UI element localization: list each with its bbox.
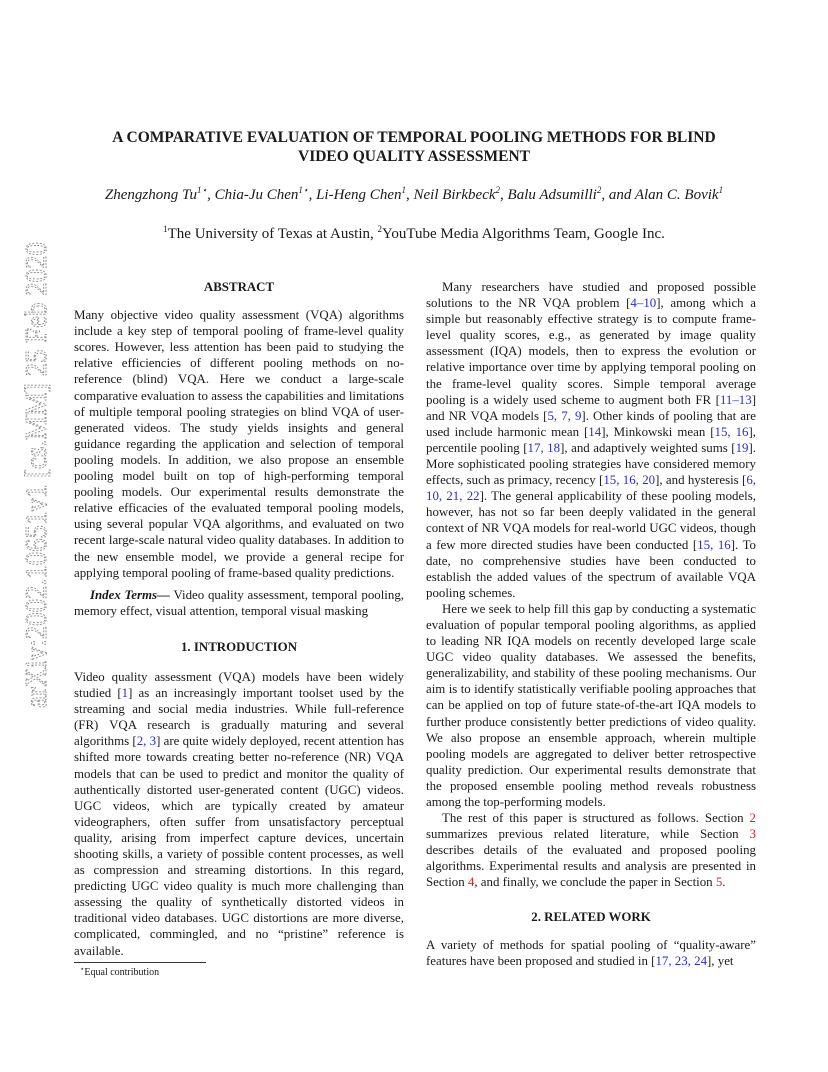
citation-link[interactable]: 15, 16, 20 [603,473,656,488]
author-1: Zhengzhong Tu [104,187,198,203]
author-2-mark: 1⋆ [298,185,309,195]
intro-paragraph-2 [426,279,756,601]
intro-paragraph-3: Here we seek to help fill this gap by conducting a systematic evaluation of popular temporal pooling algorithms, as applied to leading NR IQA models on recently developed large scale UGC video quality databases. We assessed the benefits, generalizability, and stability of these pooling mechanisms. Our aim is to identify statistically verifiable pooling approaches that can be applied on top of future state-of-the-art IQA models to further produce consistently better predictions of video quality. We also propose an ensemble approach, wherein multiple pooling models are aggregated to deliver better retrospective quality prediction. Our experimental results demonstrate that the proposed ensemble pooling method reveals robustness among the top-performing models. [426,601,756,809]
intro-paragraph-4 [426,810,756,890]
footnote-rule [74,962,206,963]
author-2: Chia-Ju Chen [214,187,299,203]
citation-link[interactable]: 5, 7, 9 [547,408,582,423]
paper-title [60,128,768,166]
paragraph-text: describes details of the evaluated and proposed pooling algorithms. Experimental results and analysis are presented in Section [426,843,756,890]
title-line-1: A COMPARATIVE EVALUATION OF TEMPORAL POOLING METHODS FOR BLIND [112,129,716,146]
paragraph-text: summarizes previous related literature, while Section [426,827,750,842]
section-link[interactable]: 2 [749,811,756,826]
paragraph-text: ], percentile pooling [ [426,424,756,455]
abstract-text: Many objective video quality assessment (VQA) algorithms include a key step of temporal pooling of frame-level quality scores. However, less attention has been paid to studying the relative efficiencies of different pooling methods on no-reference (blind) VQA. Here we conduct a large-scale comparative evaluation to assess the capabilities and limitations of multiple temporal pooling strategies on blind VQA of user-generated videos. The study yields insights and general guidance regarding the application and selection of temporal pooling models. In addition, we also propose an ensemble pooling model built on top of high-performing temporal pooling models. Our experimental results demonstrate the relative efficacies of the evaluated temporal pooling models, using several popular VQA algorithms, and evaluated on two recent large-scale natural video quality databases. In addition to the new ensemble model, we provide a general recipe for applying temporal pooling of frame-based quality predictions. [74,308,404,580]
index-terms [74,587,404,619]
author-4-mark: 2 [495,185,501,195]
introduction-paragraph [74,669,404,959]
author-6-mark: 1 [718,185,724,195]
paragraph-text: ], and adaptively weighted sums [ [560,440,736,455]
paragraph-text: ]. The general applicability of these pooling models, however, has not so far been deeply validated in the general context of NR VQA models for real-world UGC videos, though a few more directed studies have been conducted [ [426,489,756,552]
footnote [80,966,159,979]
citation-link[interactable]: 19 [735,440,749,455]
citation-link[interactable]: 14 [588,424,602,439]
paragraph-text: The rest of this paper is structured as follows. Section [442,811,750,826]
affiliation-2: YouTube Media Algorithms Team, Google Inc. [382,226,665,242]
introduction-heading: 1. INTRODUCTION [180,639,298,654]
related-work-paragraph [426,937,756,969]
paragraph-text: ], Minkowski mean [ [601,424,715,439]
footnote-text: Equal contribution [84,967,160,978]
paragraph-text: . [722,875,726,890]
citation-link[interactable]: 15, 16 [714,424,749,439]
paragraph-text: ]. To date, no comprehensive studies have been conducted to establish the added values of the spectrum of available VQA pooling schemes. [426,537,756,600]
related-work-heading: 2. RELATED WORK [531,909,651,924]
author-5: Balu Adsumilli [507,187,597,203]
affiliation-2-mark: 2 [377,224,383,234]
intro-text: Video quality assessment (VQA) models have been widely studied [ [74,669,404,701]
paragraph-text: ] and NR VQA models [ [426,392,756,423]
intro-text: ] are quite widely deployed, recent attention has shifted more towards creating better no-reference (NR) VQA models that can be used to predict and monitor the quality of authentically distorted user-generated content (UGC) videos. UGC videos, which are typically created by amateur videographers, often suffer from unsatisfactory perceptual quality, arising from imperfect capture devices, uncertain shooting skills, a variety of possible content processes, as well as compression and streaming distortions. In this regard, predicting UGC video quality is much more challenging than assessing the quality of synthetically distorted videos in traditional video databases. UGC distortions are more diverse, complicated, commingled, and no “pristine” reference is available. [74,734,404,958]
right-column [426,279,756,969]
index-terms-label: Index Terms— [90,587,170,602]
index-terms-text: Video quality assessment, temporal pooling, memory effect, visual attention, temporal visual masking [74,587,404,618]
author-3-mark: 1 [401,185,406,195]
citation-link[interactable]: 1 [121,686,129,701]
citation-link[interactable]: 17, 23, 24 [655,953,708,968]
intro-text: ] as an increasingly important toolset used by the streaming and social media industries. While full-reference (FR) VQA research is gradually maturing and several algorithms [ [74,686,404,749]
paragraph-text: ]. More sophisticated pooling strategies have considered memory effects, such as primacy, recency [ [426,440,756,488]
arxiv-identifier: arXiv:2002.10651v1 [cs.MM] 25 Feb 2020 [18,170,53,708]
section-link[interactable]: 3 [749,827,756,842]
citation-link[interactable]: 4–10 [630,296,657,311]
paragraph-text: ]. Other kinds of pooling that are used include harmonic mean [ [426,408,756,439]
affiliation-1: The University of Texas at Austin, [167,226,378,242]
citation-link[interactable]: 15, 16 [697,537,731,552]
paragraph-text: ], among which a simple but reasonably effective strategy is to compute frame-level quality scores, e.g., as generated by image quality assessment (IQA) models, then to express the evolution or relative importance over time by applying temporal pooling on the frame-level quality scores. Simple temporal average pooling is a widely used scheme to augment both FR [ [426,296,756,407]
abstract-heading: ABSTRACT [203,280,275,294]
section-link[interactable]: 4 [467,875,475,890]
footnote-mark: ⋆ [80,965,85,973]
title-line-2: VIDEO QUALITY ASSESSMENT [298,148,530,165]
paragraph-text: , and finally, we conclude the paper in Section [474,875,716,890]
author-4: Neil Birkbeck [413,187,496,203]
citation-link[interactable]: 6, 10, 21, 22 [426,473,756,504]
paragraph-text: ], and hysteresis [ [655,473,747,488]
section-link[interactable]: 5 [715,875,723,890]
author-1-mark: 1⋆ [197,185,208,195]
author-6: and Alan C. Bovik [608,187,719,203]
author-5-mark: 2 [596,185,602,195]
paragraph-text: A variety of methods for spatial pooling of “quality-aware” features have been proposed and studied in [ [426,937,756,968]
affiliation-1-mark: 1 [163,224,168,234]
citation-link[interactable]: 17, 18 [527,440,561,455]
affiliations [60,224,768,244]
arxiv-stamp-graphic [10,170,53,710]
left-column [74,279,404,959]
author-list: Zhengzhong $Tu^{1⋆}$, Chia-Ju Chen$^{1⋆}$, Li-Heng Chen$^1$, Neil Birkbeck$^2$, Balu Adsumilli$^2$, and Alan C. Bovik$^1$ [104,185,724,203]
author-3: Li-Heng Chen [316,187,402,203]
paragraph-text: ], yet [707,953,734,968]
citation-link[interactable]: 11–13 [719,392,752,407]
arxiv-sidebar-stamp [10,170,53,710]
citation-link[interactable]: 2, 3 [136,734,157,749]
paragraph-text: Many researchers have studied and proposed possible solutions to the NR VQA problem [ [426,280,756,311]
